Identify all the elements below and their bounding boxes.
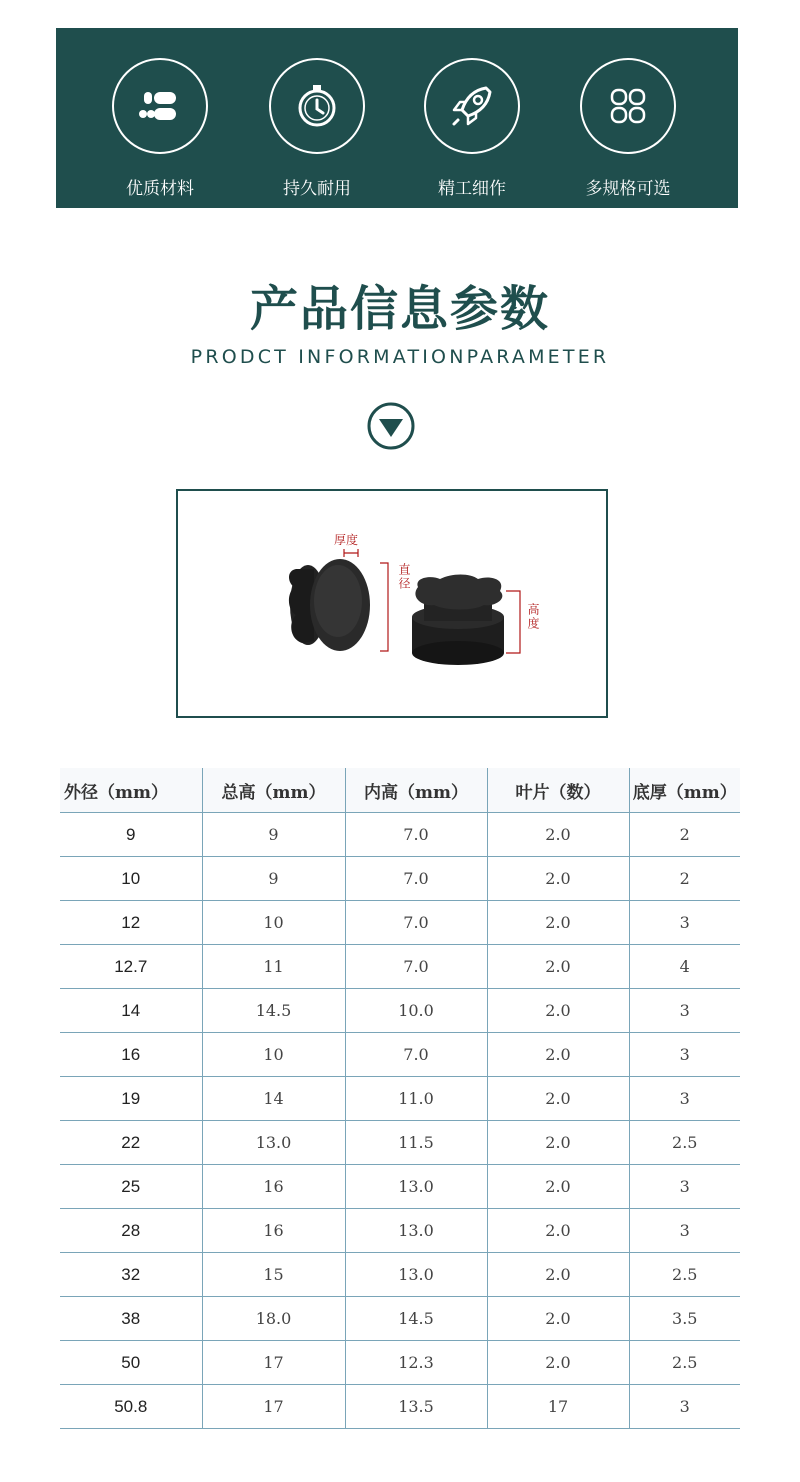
feature-durable [267,58,367,199]
table-row [60,1341,740,1385]
table-cell: 3 [629,901,740,945]
table-row [60,989,740,1033]
table-cell: 2.0 [487,1341,629,1385]
table-cell: 14.5 [202,989,345,1033]
table-cell: 2 [629,813,740,857]
table-cell: 50 [60,1341,202,1385]
table-cell: 13.5 [345,1385,487,1429]
table-row [60,813,740,857]
header-inner-height: 内高（mm） [345,768,487,813]
header-total-height: 总高（mm） [202,768,345,813]
table-cell: 4 [629,945,740,989]
table-header-row [60,768,740,813]
stopwatch-icon [269,58,365,154]
table-cell: 2.0 [487,1121,629,1165]
table-cell: 2.5 [629,1253,740,1297]
section-subtitle: PRODCT INFORMATIONPARAMETER [190,346,610,368]
table-row [60,857,740,901]
materials-icon [112,58,208,154]
table-cell: 2.5 [629,1341,740,1385]
feature-label: 持久耐用 [283,179,351,199]
table-row [60,1253,740,1297]
cap-angled-view [412,575,504,666]
table-cell: 2.0 [487,1165,629,1209]
table-cell: 2.0 [487,1209,629,1253]
header-outer-diameter: 外径（mm） [60,768,202,813]
table-row [60,1033,740,1077]
table-cell: 17 [202,1341,345,1385]
table-cell: 7.0 [345,1033,487,1077]
table-cell: 9 [60,813,202,857]
table-cell: 3 [629,1033,740,1077]
table-cell: 16 [202,1165,345,1209]
table-cell: 12 [60,901,202,945]
table-cell: 10 [202,901,345,945]
table-cell: 3 [629,1385,740,1429]
feature-specs [578,58,678,199]
feature-label: 精工细作 [438,179,506,199]
cap-side-view [289,559,370,651]
thickness-label: 厚度 [334,533,359,547]
rocket-icon [424,58,520,154]
table-cell: 10 [60,857,202,901]
table-cell: 9 [202,813,345,857]
table-row [60,1297,740,1341]
table-cell: 2.0 [487,1077,629,1121]
table-cell: 2.0 [487,857,629,901]
table-cell: 9 [202,857,345,901]
table-row [60,945,740,989]
table-cell: 3 [629,1165,740,1209]
header-base-thickness: 底厚（mm） [629,768,740,813]
table-row [60,1209,740,1253]
feature-label: 优质材料 [126,179,194,199]
table-cell: 3 [629,1077,740,1121]
table-cell: 11 [202,945,345,989]
table-cell: 38 [60,1297,202,1341]
table-row [60,901,740,945]
table-cell: 2.0 [487,989,629,1033]
table-cell: 7.0 [345,813,487,857]
table-row [60,1121,740,1165]
chevron-down-circle-icon [366,401,416,451]
table-cell: 17 [202,1385,345,1429]
table-cell: 7.0 [345,901,487,945]
table-cell: 2.0 [487,945,629,989]
table-cell: 13.0 [345,1253,487,1297]
table-row [60,1165,740,1209]
table-cell: 19 [60,1077,202,1121]
table-cell: 13.0 [202,1121,345,1165]
table-cell: 10.0 [345,989,487,1033]
table-cell: 15 [202,1253,345,1297]
table-cell: 2.5 [629,1121,740,1165]
table-cell: 12.3 [345,1341,487,1385]
diameter-label: 直径 [397,563,411,591]
table-cell: 13.0 [345,1209,487,1253]
table-cell: 16 [202,1209,345,1253]
table-cell: 10 [202,1033,345,1077]
table-cell: 18.0 [202,1297,345,1341]
table-cell: 14 [60,989,202,1033]
table-cell: 50.8 [60,1385,202,1429]
table-cell: 13.0 [345,1165,487,1209]
table-cell: 2 [629,857,740,901]
table-cell: 7.0 [345,945,487,989]
table-cell: 25 [60,1165,202,1209]
table-cell: 14.5 [345,1297,487,1341]
table-cell: 32 [60,1253,202,1297]
header-fins: 叶片（数） [487,768,629,813]
table-cell: 14 [202,1077,345,1121]
section-title: 产品信息参数 [249,281,550,337]
feature-materials [110,58,210,199]
feature-craft [422,58,522,199]
table-cell: 3.5 [629,1297,740,1341]
table-row [60,1077,740,1121]
table-cell: 12.7 [60,945,202,989]
table-cell: 3 [629,989,740,1033]
product-diagram [176,489,608,718]
table-cell: 11.0 [345,1077,487,1121]
table-cell: 17 [487,1385,629,1429]
table-cell: 2.0 [487,813,629,857]
table-cell: 28 [60,1209,202,1253]
table-cell: 2.0 [487,1297,629,1341]
spec-table [60,768,740,1429]
table-cell: 3 [629,1209,740,1253]
table-cell: 2.0 [487,1033,629,1077]
table-row [60,1385,740,1429]
table-cell: 22 [60,1121,202,1165]
feature-label: 多规格可选 [585,179,671,199]
grid-icon [580,58,676,154]
table-cell: 16 [60,1033,202,1077]
height-label: 高度 [526,603,540,631]
table-cell: 2.0 [487,901,629,945]
table-cell: 2.0 [487,1253,629,1297]
table-cell: 7.0 [345,857,487,901]
features-banner [56,28,738,208]
table-cell: 11.5 [345,1121,487,1165]
